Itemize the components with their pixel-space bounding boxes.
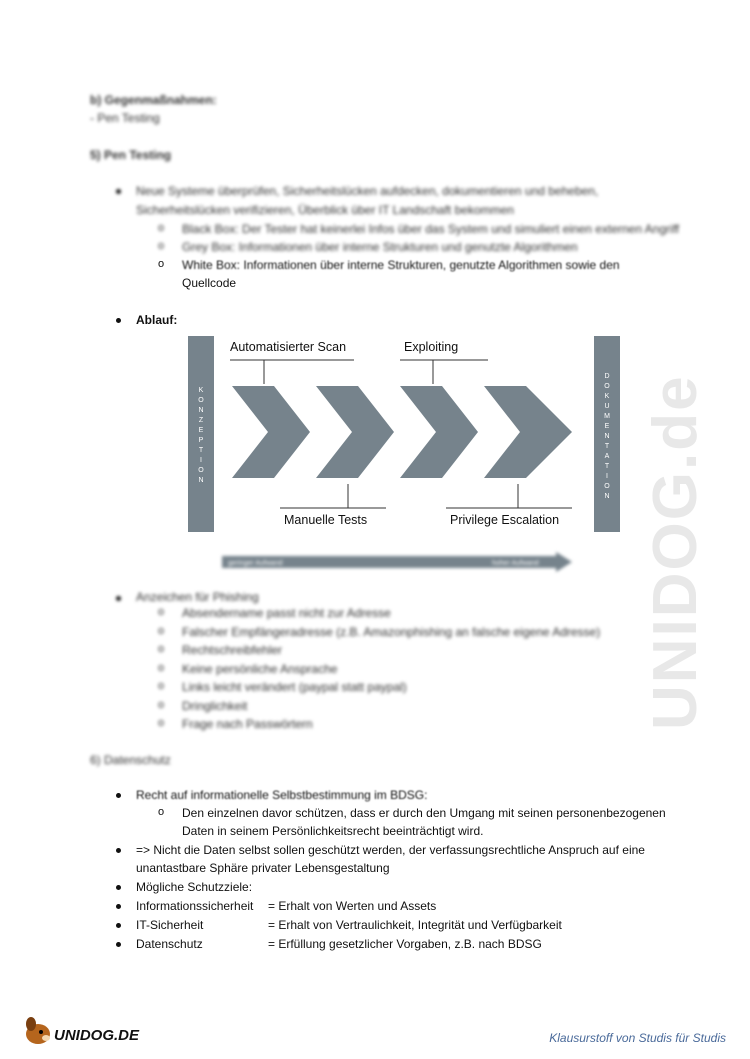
- circle-bullet-icon: o: [158, 624, 165, 637]
- chevron-step-2: [316, 386, 394, 478]
- verfassung-line2: unantastbare Sphäre privater Lebensgestaltung: [136, 861, 390, 875]
- schutzziel-term: Datenschutz: [136, 937, 203, 951]
- white-box-item-line2: Quellcode: [182, 276, 237, 290]
- bullet-icon: [116, 923, 121, 928]
- schutzziel-definition: = Erhalt von Vertraulichkeit, Integrität und Verfügbarkeit: [268, 918, 562, 932]
- phishing-item: Falscher Empfängeradresse (z.B. Amazonphishing an falsche eigene Adresse): [182, 624, 601, 639]
- chevron-step-1: [232, 386, 310, 478]
- ablauf-label: Ablauf:: [136, 313, 178, 327]
- section-6-heading: 6) Datenschutz: [90, 753, 171, 767]
- section-b-item: - Pen Testing: [90, 111, 160, 125]
- schutz-definition-line1: Den einzelnen davor schützen, dass er durch den Umgang mit seinen personenbezogenen: [182, 806, 666, 820]
- bullet-icon: [116, 596, 121, 601]
- circle-bullet-icon: o: [158, 661, 165, 674]
- phishing-item: Keine persönliche Ansprache: [182, 661, 338, 676]
- dokumentation-label: D O K U M E N T A T I O N: [604, 373, 610, 500]
- section-5-heading: 5) Pen Testing: [90, 148, 172, 162]
- pen-test-process-diagram: [188, 336, 620, 532]
- circle-bullet-icon: o: [158, 606, 165, 618]
- circle-bullet-icon: o: [158, 806, 165, 818]
- effort-low-label: geringer Aufwand: [228, 560, 283, 567]
- circle-bullet-icon: o: [158, 680, 165, 692]
- circle-bullet-icon: o: [158, 643, 165, 655]
- circle-bullet-icon: o: [158, 717, 165, 729]
- bullet-icon: [116, 318, 121, 323]
- informationelle-selbstbestimmung: Recht auf informationelle Selbstbestimmung im BDSG:: [136, 788, 428, 802]
- schutzziel-term: IT-Sicherheit: [136, 918, 204, 932]
- effort-arrow: [222, 552, 572, 572]
- circle-bullet-icon: o: [158, 222, 165, 234]
- chevron-step-4: [484, 386, 572, 478]
- chevron-step-3: [400, 386, 478, 478]
- grey-box-item: Grey Box: Informationen über interne Strukturen und genutzte Algorithmen: [182, 240, 578, 254]
- circle-bullet-icon: o: [158, 698, 165, 711]
- schutzziele-heading: Mögliche Schutzziele:: [136, 880, 253, 894]
- schutzziel-definition: = Erfüllung gesetzlicher Vorgaben, z.B. nach BDSG: [268, 937, 542, 951]
- circle-bullet-icon: o: [158, 258, 165, 270]
- phishing-heading: Anzeichen für Phishing: [136, 590, 259, 604]
- unidog-logo: [22, 1012, 152, 1048]
- verfassung-line1: => Nicht die Daten selbst sollen geschützt werden, der verfassungsrechtliche Anspruch auf eine: [136, 843, 645, 857]
- phishing-item: Dringlichkeit: [182, 698, 248, 713]
- phishing-item: Links leicht verändert (paypal statt paypal): [182, 680, 407, 694]
- section-b-heading: b) Gegenmaßnahmen:: [90, 93, 217, 107]
- label-automatisierter-scan: Automatisierter Scan: [230, 340, 347, 354]
- logo-text: UNIDOG.DE: [54, 1027, 140, 1044]
- label-exploiting: Exploiting: [404, 340, 459, 354]
- bullet-icon: [116, 848, 121, 853]
- label-privilege-escalation: Privilege Escalation: [450, 513, 560, 527]
- phishing-item: Frage nach Passwörtern: [182, 717, 313, 731]
- phishing-item: Absendername passt nicht zur Adresse: [182, 606, 391, 620]
- phishing-item: Rechtschreibfehler: [182, 643, 283, 657]
- bullet-icon: [116, 885, 121, 890]
- effort-high-label: hoher Aufwand: [492, 560, 539, 567]
- schutz-definition-line2: Daten in seinem Persönlichkeitsrecht beeinträchtigt wird.: [182, 824, 484, 838]
- bullet-icon: [116, 793, 121, 798]
- black-box-item: Black Box: Der Tester hat keinerlei Infos über das System und simuliert einen externen Angriff: [182, 222, 680, 236]
- bullet-icon: [116, 189, 121, 194]
- circle-bullet-icon: o: [158, 240, 165, 252]
- watermark: UNIDOG.de: [641, 374, 710, 730]
- bullet-icon: [116, 942, 121, 947]
- pen-test-goal-line1: Neue Systeme überprüfen, Sicherheitslücken aufdecken, dokumentieren und beheben,: [136, 184, 599, 198]
- white-box-item-line1: White Box: Informationen über interne Strukturen, genutzte Algorithmen sowie den: [182, 258, 620, 272]
- dog-logo-icon: [22, 1012, 152, 1048]
- schutzziel-definition: = Erhalt von Werten und Assets: [268, 899, 437, 913]
- label-manuelle-tests: Manuelle Tests: [284, 513, 368, 527]
- footer-tagline: Klausurstoff von Studis für Studis: [549, 1031, 726, 1045]
- pen-test-goal-line2: Sicherheitslücken verifizieren, Überblick über IT Landschaft bekommen: [136, 203, 514, 217]
- chevron-steps: [188, 336, 620, 532]
- bullet-icon: [116, 904, 121, 909]
- schutzziel-term: Informationssicherheit: [136, 899, 254, 913]
- konzeption-label: K O N Z E P T I O N: [198, 387, 204, 484]
